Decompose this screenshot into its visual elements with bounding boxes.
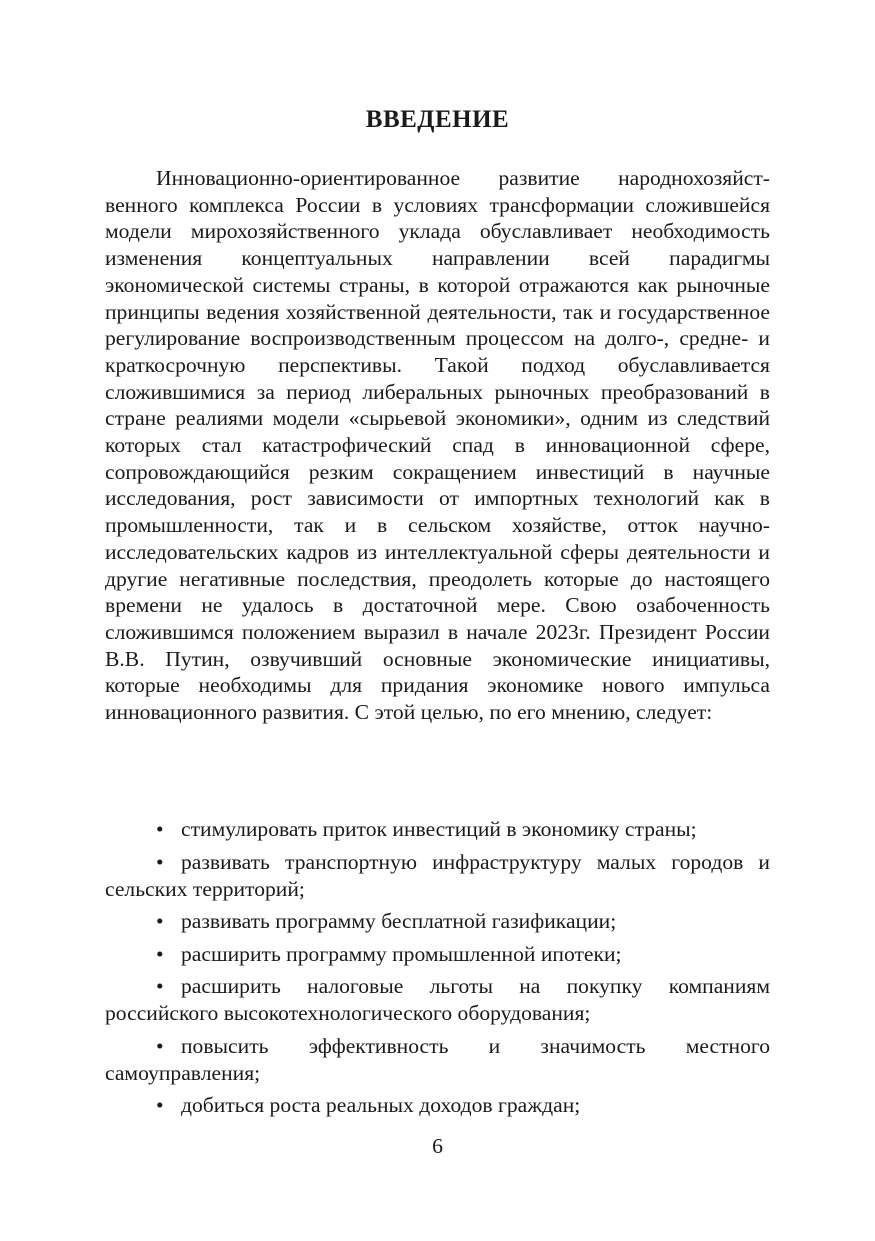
bullet-icon: •	[156, 941, 164, 966]
list-item-text: развивать программу бесплатной газификации;	[181, 909, 617, 933]
list-item-text: расширить программу промышленной ипотеки;	[181, 941, 622, 966]
list-item	[105, 908, 770, 935]
list-item	[105, 816, 770, 843]
list-item-text: расширить налоговые льготы на покупку компаниям российского высокотехнологического оборудования;	[105, 974, 770, 1025]
bullet-icon: •	[156, 974, 164, 998]
list-item-text: повысить эффективность и значимость местного самоуправления;	[105, 1033, 770, 1085]
bullet-icon: •	[156, 849, 164, 874]
list-item	[105, 849, 770, 903]
list-item-text: добиться роста реальных доходов граждан;	[181, 1093, 581, 1117]
bullet-icon: •	[156, 909, 164, 933]
bullet-icon: •	[156, 1093, 164, 1117]
list-item	[105, 973, 770, 1027]
initiatives-list	[105, 816, 770, 1125]
list-item	[105, 1092, 770, 1119]
list-item	[105, 941, 770, 968]
bullet-icon: •	[156, 1033, 164, 1058]
list-item	[105, 1033, 770, 1087]
list-item-text: стимулировать приток инвестиций в экономику страны;	[181, 817, 697, 841]
bullet-icon: •	[156, 817, 164, 841]
page-number: 6	[432, 1134, 443, 1158]
intro-paragraph: Инновационно-ориентированное развитие народнохозяйст-венного комплекса России в условиях трансформации сложившейся модели мирохозяйственного уклада обуславливает необходимость изменения концептуальных направлении всей парадигмы экономической системы страны, в которой отражаются как рыночные принципы ведения хозяйственной деятельности, так и государственное регулирование воспроизводственным процессом на долго-, средне- и краткосрочную перспективы. Такой подход обуславливается сложившимися за период либеральных рыночных преобразований в стране реалиями модели «сырьевой экономики», одним из следствий которых стал катастрофический спад в инновационной сфере, сопровождающийся резким сокращением инвестиций в научные исследования, рост зависимости от импортных технологий как в промышленности, так и в сельском хозяйстве, отток научно-исследовательских кадров из интеллектуальной сферы деятельности и другие негативные последствия, преодолеть которые до настоящего времени не удалось в достаточной мере. Свою озабоченность сложившимся положением выразил в начале 2023г. Президент России В.В. Путин, озвучивший основные экономические инициативы, которые необходимы для придания экономике нового импульса инновационного развития. С этой целью, по его мнению, следует:	[105, 166, 770, 725]
list-item-text: развивать транспортную инфраструктуру малых городов и сельских территорий;	[105, 849, 770, 901]
page-title: ВВЕДЕНИЕ	[365, 106, 510, 133]
